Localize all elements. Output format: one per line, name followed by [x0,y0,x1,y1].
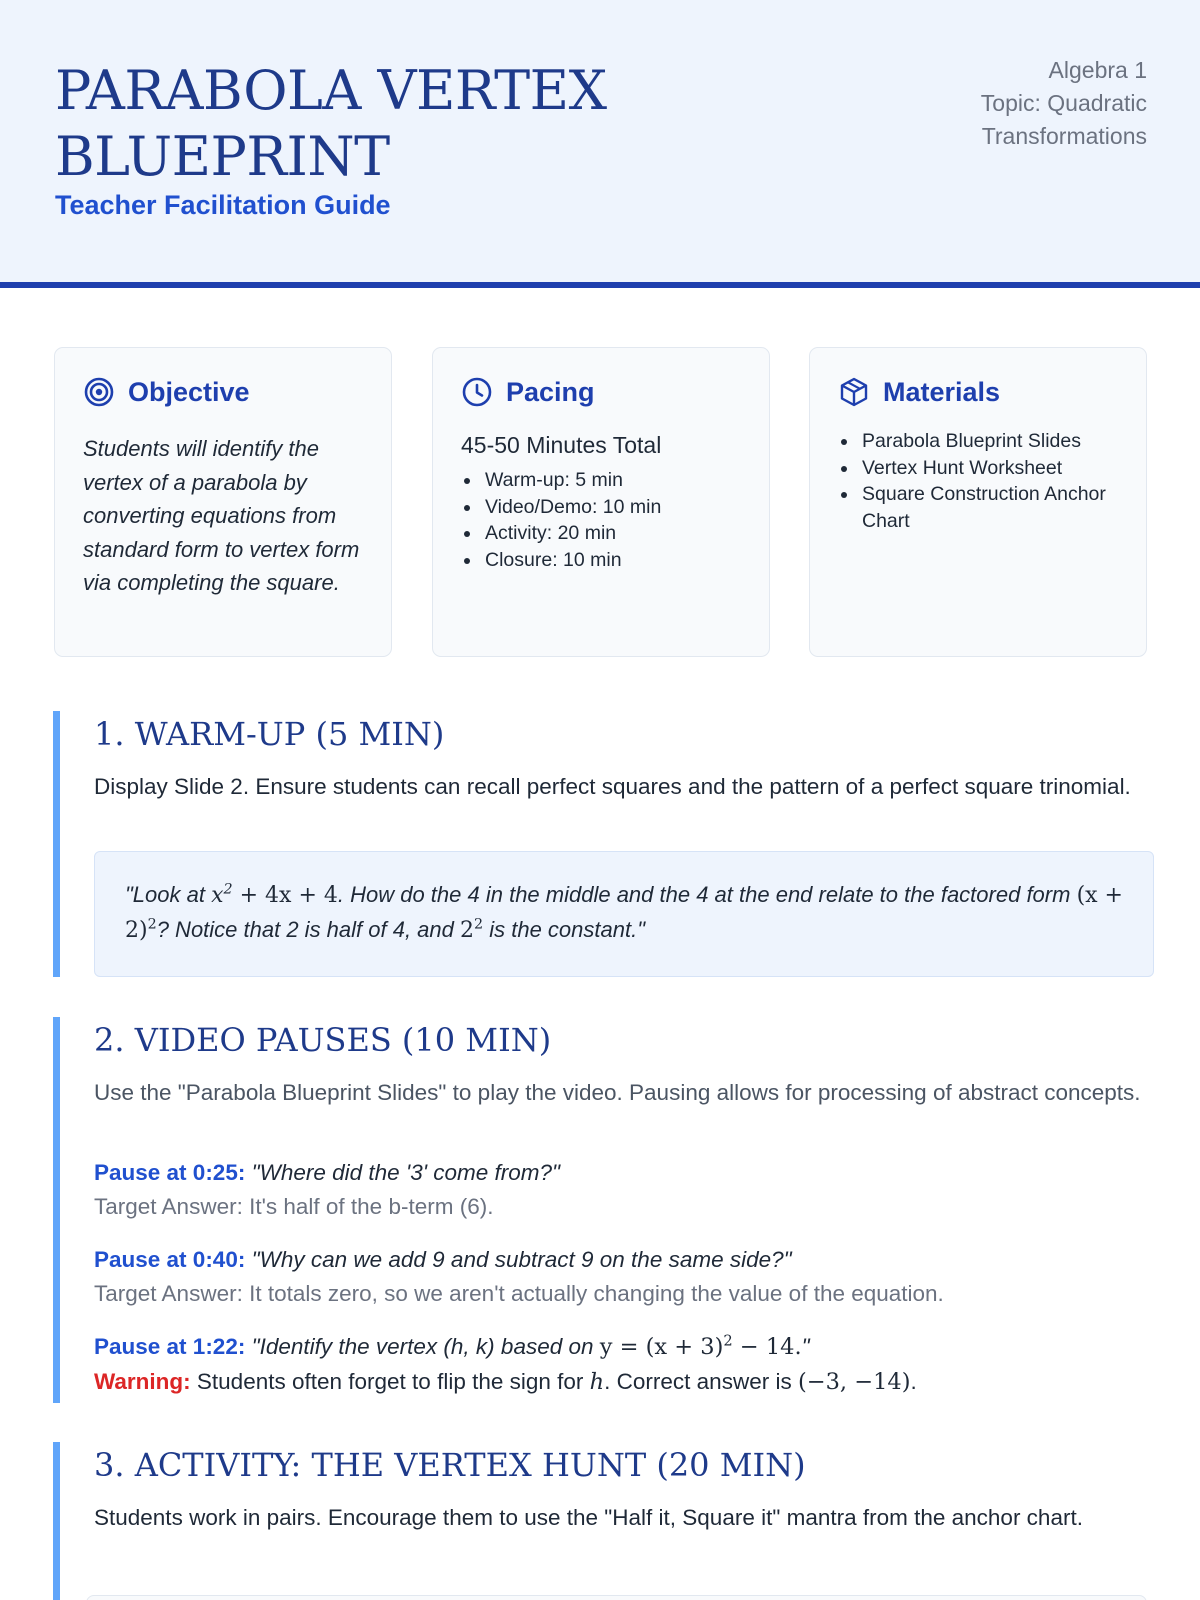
course-meta [817,54,1147,153]
pause-question [252,1334,810,1359]
quote-text: . How do the 4 in the middle and the 4 at the end relate to the factored form [337,882,1077,907]
quote-text: "Identify the vertex (h, k) based on [251,1334,600,1359]
math-expression [600,1334,802,1360]
pause-item [94,1156,1154,1223]
warning-text: . Correct answer is [604,1368,798,1394]
list-item: Closure: 10 min [461,547,661,574]
math-exponent: 2 [474,916,484,933]
page-subtitle: Teacher Facilitation Guide [55,190,391,220]
activity-body: Students work in pairs. Encourage them to use the "Half it, Square it" mantra from the anchor chart. [94,1505,1083,1530]
warmup-title: 1. WARM-UP (5 MIN) [94,715,445,753]
video-section [53,1017,1147,1403]
list-item: Square Construction Anchor Chart [838,481,1108,534]
materials-card [809,347,1147,657]
quote-text: is the constant." [483,917,646,942]
materials-label: Materials [883,376,1001,407]
list-item: Vertex Hunt Worksheet [838,455,1108,482]
pause-question: "Why can we add 9 and subtract 9 on the same side?" [251,1247,792,1272]
math-term: 2 [460,918,474,943]
pause-item [94,1330,1154,1399]
pause-label: Pause at 1:22: [94,1334,246,1359]
target-icon [83,376,115,408]
math-term: x [211,883,224,908]
box-icon [838,376,870,408]
materials-list [838,428,1108,534]
math-term: y = (x + 3) [599,1334,724,1360]
materials-header [838,376,1000,408]
warmup-quote [94,851,1154,977]
objective-card [54,347,392,657]
activity-card [86,1595,1147,1600]
objective-text: Students will identify the vertex of a parabola by converting equations from standard form to vertex form via completing the square. [83,436,360,595]
pause-warning [94,1365,1154,1400]
warning-text: . [910,1368,917,1394]
objective-header [83,376,250,408]
clock-icon [461,376,493,408]
pause-answer: Target Answer: It's half of the b-term (6). [94,1193,494,1219]
page-header [0,0,1200,288]
activity-title: 3. ACTIVITY: THE VERTEX HUNT (20 MIN) [94,1446,806,1484]
list-item: Video/Demo: 10 min [461,494,661,521]
math-expression [460,918,483,943]
math-exponent: 2 [147,916,157,933]
objective-label: Objective [128,376,250,407]
video-body: Use the "Parabola Blueprint Slides" to play the video. Pausing allows for processing of abstract concepts. [94,1080,1141,1105]
math-term: + 4x + 4 [232,883,338,908]
page-title: PARABOLA VERTEX BLUEPRINT [55,59,607,188]
pause-label: Pause at 0:40: [94,1247,246,1272]
warning-label: Warning: [94,1368,191,1394]
pacing-card [432,347,770,657]
pause-question: "Where did the '3' come from?" [251,1160,561,1185]
pause-label: Pause at 0:25: [94,1160,246,1185]
math-term: h [589,1368,605,1395]
list-item: Activity: 20 min [461,520,661,547]
warmup-section [53,711,1147,977]
pacing-list [461,467,661,573]
math-term: (−3, −14) [797,1368,911,1395]
quote-text: "Look at [125,882,212,907]
activity-section [53,1442,1147,1600]
warning-text: Students often forget to flip the sign for [190,1368,590,1394]
list-item: Parabola Blueprint Slides [838,428,1108,455]
pacing-label: Pacing [506,376,595,407]
course-topic: Topic: Quadratic Transformations [980,90,1147,149]
warmup-body: Display Slide 2. Ensure students can recall perfect squares and the pattern of a perfect square trinomial. [94,774,1131,799]
quote-text: ? Notice that 2 is half of 4, and [156,917,460,942]
pacing-header [461,376,595,408]
math-term: − 14. [732,1334,802,1360]
pause-item [94,1243,1154,1310]
course-name: Algebra 1 [1048,57,1147,83]
math-exponent: 2 [723,1332,733,1350]
list-item: Warm-up: 5 min [461,467,661,494]
quote-text: " [801,1334,810,1359]
math-term: (x + 2) [125,883,1123,943]
pause-answer: Target Answer: It totals zero, so we aren't actually changing the value of the equation. [94,1280,944,1306]
math-expression [211,883,338,908]
math-exponent: 2 [223,881,233,898]
video-title: 2. VIDEO PAUSES (10 MIN) [94,1021,552,1059]
pacing-total: 45-50 Minutes Total [461,432,662,458]
